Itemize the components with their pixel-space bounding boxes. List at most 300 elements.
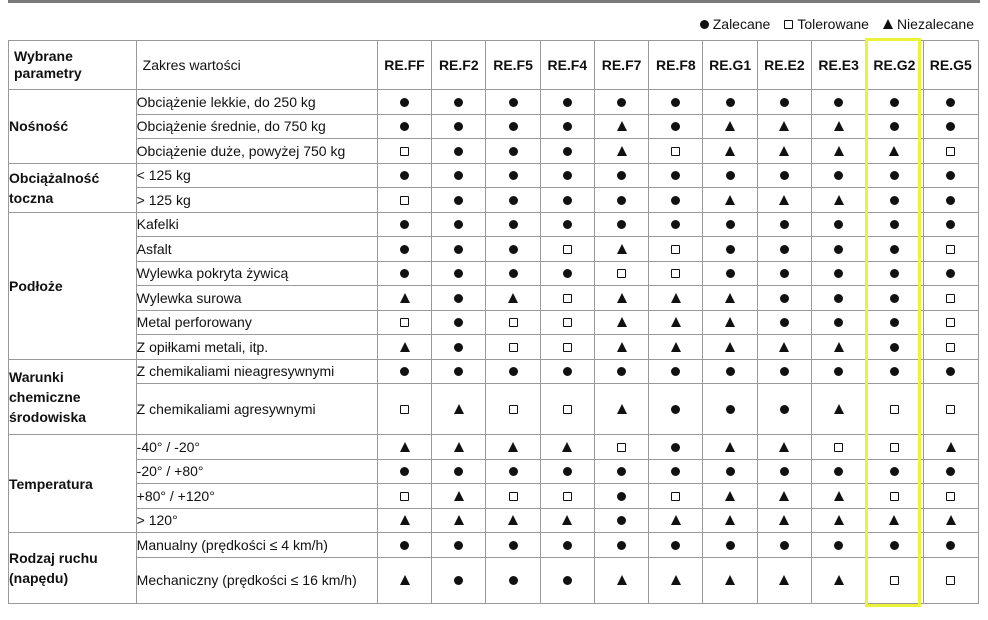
triangle-icon <box>617 293 627 303</box>
rating-cell <box>432 508 486 533</box>
column-header: RE.F4 <box>540 41 594 90</box>
rating-cell <box>757 237 811 262</box>
rating-cell <box>812 163 866 188</box>
dot-icon <box>400 467 409 476</box>
dot-icon <box>946 220 955 229</box>
rating-cell <box>703 557 757 603</box>
triangle-icon <box>834 404 844 414</box>
rating-cell <box>486 533 540 558</box>
rating-cell <box>866 484 923 509</box>
rating-cell <box>923 310 978 335</box>
rating-cell <box>486 261 540 286</box>
rating-cell <box>923 237 978 262</box>
rating-cell <box>923 114 978 139</box>
dot-icon <box>890 220 899 229</box>
rating-cell <box>649 114 703 139</box>
square-icon <box>617 269 626 278</box>
square-icon <box>946 147 955 156</box>
triangle-icon <box>834 491 844 501</box>
dot-icon <box>671 541 680 550</box>
rating-cell <box>866 359 923 384</box>
rating-cell <box>377 188 431 213</box>
dot-icon <box>726 467 735 476</box>
square-icon <box>400 492 409 501</box>
dot-icon <box>780 98 789 107</box>
table-row <box>9 384 979 435</box>
dot-icon <box>563 467 572 476</box>
rating-cell <box>812 508 866 533</box>
rating-cell <box>377 484 431 509</box>
rating-cell <box>703 188 757 213</box>
rating-cell <box>377 359 431 384</box>
rating-cell <box>432 212 486 237</box>
rating-cell <box>923 484 978 509</box>
legend-recommended-label: Zalecane <box>712 16 771 32</box>
dot-icon <box>671 220 680 229</box>
triangle-icon <box>889 515 899 525</box>
triangle-icon <box>725 342 735 352</box>
column-header: RE.F5 <box>486 41 540 90</box>
rating-cell <box>486 459 540 484</box>
rating-cell <box>486 508 540 533</box>
row-label: -20° / +80° <box>136 459 377 484</box>
dot-icon <box>509 269 518 278</box>
legend-tolerated <box>784 16 869 32</box>
square-icon <box>509 343 518 352</box>
rating-cell <box>649 188 703 213</box>
rating-cell <box>866 286 923 311</box>
rating-cell <box>866 384 923 435</box>
dot-icon <box>454 269 463 278</box>
table-row <box>9 286 979 311</box>
dot-icon <box>509 147 518 156</box>
triangle-icon <box>834 195 844 205</box>
rating-cell <box>757 90 811 115</box>
dot-icon <box>563 171 572 180</box>
square-icon <box>784 20 793 29</box>
dot-icon <box>454 467 463 476</box>
dot-icon <box>726 98 735 107</box>
dot-icon <box>671 405 680 414</box>
legend-tolerated-label: Tolerowane <box>797 16 869 32</box>
table-row <box>9 459 979 484</box>
rating-cell <box>486 557 540 603</box>
rating-cell <box>594 435 648 460</box>
rating-cell <box>594 533 648 558</box>
rating-cell <box>649 459 703 484</box>
table-row <box>9 212 979 237</box>
dot-icon <box>946 122 955 131</box>
square-icon <box>509 318 518 327</box>
square-icon <box>946 492 955 501</box>
table-row <box>9 261 979 286</box>
triangle-icon <box>725 121 735 131</box>
dot-icon <box>834 98 843 107</box>
row-label: Asfalt <box>136 237 377 262</box>
triangle-icon <box>400 293 410 303</box>
rating-cell <box>377 163 431 188</box>
table-row <box>9 237 979 262</box>
triangle-icon <box>725 317 735 327</box>
dot-icon <box>780 467 789 476</box>
rating-cell <box>594 384 648 435</box>
column-header: RE.G1 <box>703 41 757 90</box>
triangle-icon <box>834 515 844 525</box>
rating-cell <box>866 163 923 188</box>
table-row <box>9 335 979 360</box>
rating-cell <box>812 114 866 139</box>
triangle-icon <box>617 244 627 254</box>
rating-cell <box>649 163 703 188</box>
dot-icon <box>400 122 409 131</box>
dot-icon <box>780 318 789 327</box>
rating-cell <box>757 163 811 188</box>
dot-icon <box>671 467 680 476</box>
row-label: < 125 kg <box>136 163 377 188</box>
rating-cell <box>486 139 540 164</box>
rating-cell <box>812 261 866 286</box>
rating-cell <box>703 212 757 237</box>
dot-icon <box>400 220 409 229</box>
table-row <box>9 359 979 384</box>
table-row <box>9 310 979 335</box>
rating-cell <box>594 508 648 533</box>
rating-cell <box>866 508 923 533</box>
dot-icon <box>617 541 626 550</box>
rating-cell <box>649 139 703 164</box>
dot-icon <box>671 367 680 376</box>
rating-cell <box>377 114 431 139</box>
rating-cell <box>866 533 923 558</box>
rating-cell <box>432 286 486 311</box>
rating-cell <box>432 163 486 188</box>
rating-cell <box>649 484 703 509</box>
row-label: Metal perforowany <box>136 310 377 335</box>
square-icon <box>946 343 955 352</box>
rating-cell <box>486 384 540 435</box>
triangle-icon <box>834 121 844 131</box>
dot-icon <box>509 122 518 131</box>
square-icon <box>890 443 899 452</box>
rating-cell <box>812 188 866 213</box>
row-label: Obciążenie średnie, do 750 kg <box>136 114 377 139</box>
dot-icon <box>617 220 626 229</box>
dot-icon <box>890 245 899 254</box>
rating-cell <box>540 163 594 188</box>
rating-cell <box>486 359 540 384</box>
table-row <box>9 484 979 509</box>
dot-icon <box>890 196 899 205</box>
column-header: RE.E3 <box>812 41 866 90</box>
dot-icon <box>890 171 899 180</box>
rating-cell <box>757 310 811 335</box>
triangle-icon <box>400 442 410 452</box>
rating-cell <box>594 188 648 213</box>
triangle-icon <box>725 442 735 452</box>
rating-cell <box>594 557 648 603</box>
rating-cell <box>757 286 811 311</box>
square-icon <box>890 492 899 501</box>
dot-icon <box>890 269 899 278</box>
dot-icon <box>563 541 572 550</box>
rating-cell <box>540 139 594 164</box>
triangle-icon <box>454 515 464 525</box>
triangle-icon <box>671 575 681 585</box>
legend <box>700 16 974 32</box>
rating-cell <box>432 310 486 335</box>
rating-cell <box>486 286 540 311</box>
triangle-icon <box>508 515 518 525</box>
dot-icon <box>454 294 463 303</box>
dot-icon <box>454 245 463 254</box>
rating-cell <box>649 90 703 115</box>
triangle-icon <box>779 195 789 205</box>
group-label: Obciążalność toczna <box>9 163 137 212</box>
square-icon <box>946 294 955 303</box>
rating-cell <box>923 139 978 164</box>
rating-cell <box>923 90 978 115</box>
rating-cell <box>540 188 594 213</box>
triangle-icon <box>946 442 956 452</box>
triangle-icon <box>889 146 899 156</box>
rating-cell <box>540 557 594 603</box>
square-icon <box>671 147 680 156</box>
dot-icon <box>780 220 789 229</box>
dot-icon <box>834 171 843 180</box>
rating-cell <box>540 212 594 237</box>
dot-icon <box>617 171 626 180</box>
triangle-icon <box>725 515 735 525</box>
triangle-icon <box>454 442 464 452</box>
legend-not-recommended <box>883 16 974 32</box>
dot-icon <box>726 220 735 229</box>
square-icon <box>400 405 409 414</box>
dot-icon <box>454 98 463 107</box>
row-label: +80° / +120° <box>136 484 377 509</box>
rating-cell <box>486 90 540 115</box>
triangle-icon <box>671 342 681 352</box>
dot-icon <box>454 122 463 131</box>
rating-cell <box>377 261 431 286</box>
rating-cell <box>866 435 923 460</box>
triangle-icon <box>779 146 789 156</box>
triangle-icon <box>834 575 844 585</box>
dot-icon <box>563 220 572 229</box>
triangle-icon <box>779 491 789 501</box>
rating-cell <box>649 435 703 460</box>
rating-cell <box>649 261 703 286</box>
dot-icon <box>400 98 409 107</box>
rating-cell <box>866 139 923 164</box>
dot-icon <box>509 245 518 254</box>
rating-cell <box>812 435 866 460</box>
row-label: Z chemikaliami agresywnymi <box>136 384 377 435</box>
dot-icon <box>509 196 518 205</box>
square-icon <box>509 492 518 501</box>
dot-icon <box>563 98 572 107</box>
dot-icon <box>563 122 572 131</box>
rating-cell <box>540 286 594 311</box>
dot-icon <box>890 343 899 352</box>
rating-cell <box>923 459 978 484</box>
rating-cell <box>540 484 594 509</box>
triangle-icon <box>779 575 789 585</box>
rating-cell <box>540 114 594 139</box>
square-icon <box>946 576 955 585</box>
rating-cell <box>594 335 648 360</box>
triangle-icon <box>671 317 681 327</box>
dot-icon <box>834 318 843 327</box>
rating-cell <box>812 384 866 435</box>
dot-icon <box>726 245 735 254</box>
column-header: RE.F2 <box>432 41 486 90</box>
rating-cell <box>757 335 811 360</box>
rating-cell <box>866 459 923 484</box>
dot-icon <box>834 269 843 278</box>
rating-cell <box>540 90 594 115</box>
dot-icon <box>946 171 955 180</box>
rating-cell <box>757 533 811 558</box>
rating-cell <box>377 384 431 435</box>
row-label: > 120° <box>136 508 377 533</box>
triangle-icon <box>617 575 627 585</box>
rating-cell <box>812 335 866 360</box>
triangle-icon <box>400 515 410 525</box>
rating-cell <box>703 114 757 139</box>
row-label: -40° / -20° <box>136 435 377 460</box>
rating-cell <box>486 188 540 213</box>
triangle-icon <box>779 342 789 352</box>
rating-cell <box>377 286 431 311</box>
table-row <box>9 557 979 603</box>
table-row <box>9 508 979 533</box>
dot-icon <box>726 367 735 376</box>
group-label: Warunki chemiczne środowiska <box>9 359 137 435</box>
square-icon <box>563 245 572 254</box>
dot-icon <box>780 294 789 303</box>
rating-cell <box>377 435 431 460</box>
table-body <box>9 90 979 604</box>
rating-cell <box>486 484 540 509</box>
rating-cell <box>757 212 811 237</box>
triangle-icon <box>617 121 627 131</box>
dot-icon <box>400 171 409 180</box>
rating-cell <box>540 533 594 558</box>
rating-cell <box>923 335 978 360</box>
rating-cell <box>432 557 486 603</box>
rating-cell <box>923 533 978 558</box>
triangle-icon <box>779 442 789 452</box>
rating-cell <box>866 557 923 603</box>
triangle-icon <box>562 515 572 525</box>
dot-icon <box>454 318 463 327</box>
rating-cell <box>594 286 648 311</box>
rating-cell <box>486 335 540 360</box>
dot-icon <box>454 367 463 376</box>
dot-icon <box>671 171 680 180</box>
square-icon <box>563 318 572 327</box>
table-row <box>9 188 979 213</box>
rating-cell <box>540 310 594 335</box>
group-label: Temperatura <box>9 435 137 533</box>
triangle-icon <box>725 491 735 501</box>
table-row <box>9 163 979 188</box>
row-label: Kafelki <box>136 212 377 237</box>
rating-cell <box>923 286 978 311</box>
rating-cell <box>594 310 648 335</box>
rating-cell <box>432 114 486 139</box>
parameters-table <box>8 40 979 604</box>
group-label: Nośność <box>9 90 137 164</box>
table-row <box>9 139 979 164</box>
rating-cell <box>540 459 594 484</box>
triangle-icon <box>725 575 735 585</box>
dot-icon <box>509 576 518 585</box>
rating-cell <box>377 557 431 603</box>
square-icon <box>671 245 680 254</box>
square-icon <box>946 318 955 327</box>
dot-icon <box>780 245 789 254</box>
rating-cell <box>923 188 978 213</box>
dot-icon <box>617 492 626 501</box>
triangle-icon <box>671 293 681 303</box>
row-label: Obciążenie duże, powyżej 750 kg <box>136 139 377 164</box>
dot-icon <box>726 541 735 550</box>
rating-cell <box>866 114 923 139</box>
dot-icon <box>726 405 735 414</box>
rating-cell <box>812 533 866 558</box>
rating-cell <box>923 435 978 460</box>
rating-cell <box>703 286 757 311</box>
row-label: Z chemikaliami nieagresywnymi <box>136 359 377 384</box>
square-icon <box>834 443 843 452</box>
row-label: Obciążenie lekkie, do 250 kg <box>136 90 377 115</box>
rating-cell <box>923 163 978 188</box>
dot-icon <box>617 467 626 476</box>
rating-cell <box>486 114 540 139</box>
rating-cell <box>757 188 811 213</box>
rating-cell <box>703 163 757 188</box>
rating-cell <box>757 435 811 460</box>
dot-icon <box>509 541 518 550</box>
rating-cell <box>486 212 540 237</box>
dot-icon <box>400 269 409 278</box>
rating-cell <box>923 557 978 603</box>
rating-cell <box>757 384 811 435</box>
rating-cell <box>703 261 757 286</box>
square-icon <box>563 492 572 501</box>
header-param: Wybrane parametry <box>9 41 137 90</box>
rating-cell <box>757 139 811 164</box>
rating-cell <box>703 139 757 164</box>
rating-cell <box>432 533 486 558</box>
dot-icon <box>780 541 789 550</box>
rating-cell <box>594 163 648 188</box>
dot-icon <box>617 196 626 205</box>
rating-cell <box>812 212 866 237</box>
dot-icon <box>454 576 463 585</box>
row-label: Wylewka surowa <box>136 286 377 311</box>
dot-icon <box>890 467 899 476</box>
square-icon <box>946 245 955 254</box>
rating-cell <box>703 508 757 533</box>
rating-cell <box>812 310 866 335</box>
triangle-icon <box>617 404 627 414</box>
triangle-icon <box>617 317 627 327</box>
rating-cell <box>594 114 648 139</box>
square-icon <box>890 576 899 585</box>
dot-icon <box>834 294 843 303</box>
